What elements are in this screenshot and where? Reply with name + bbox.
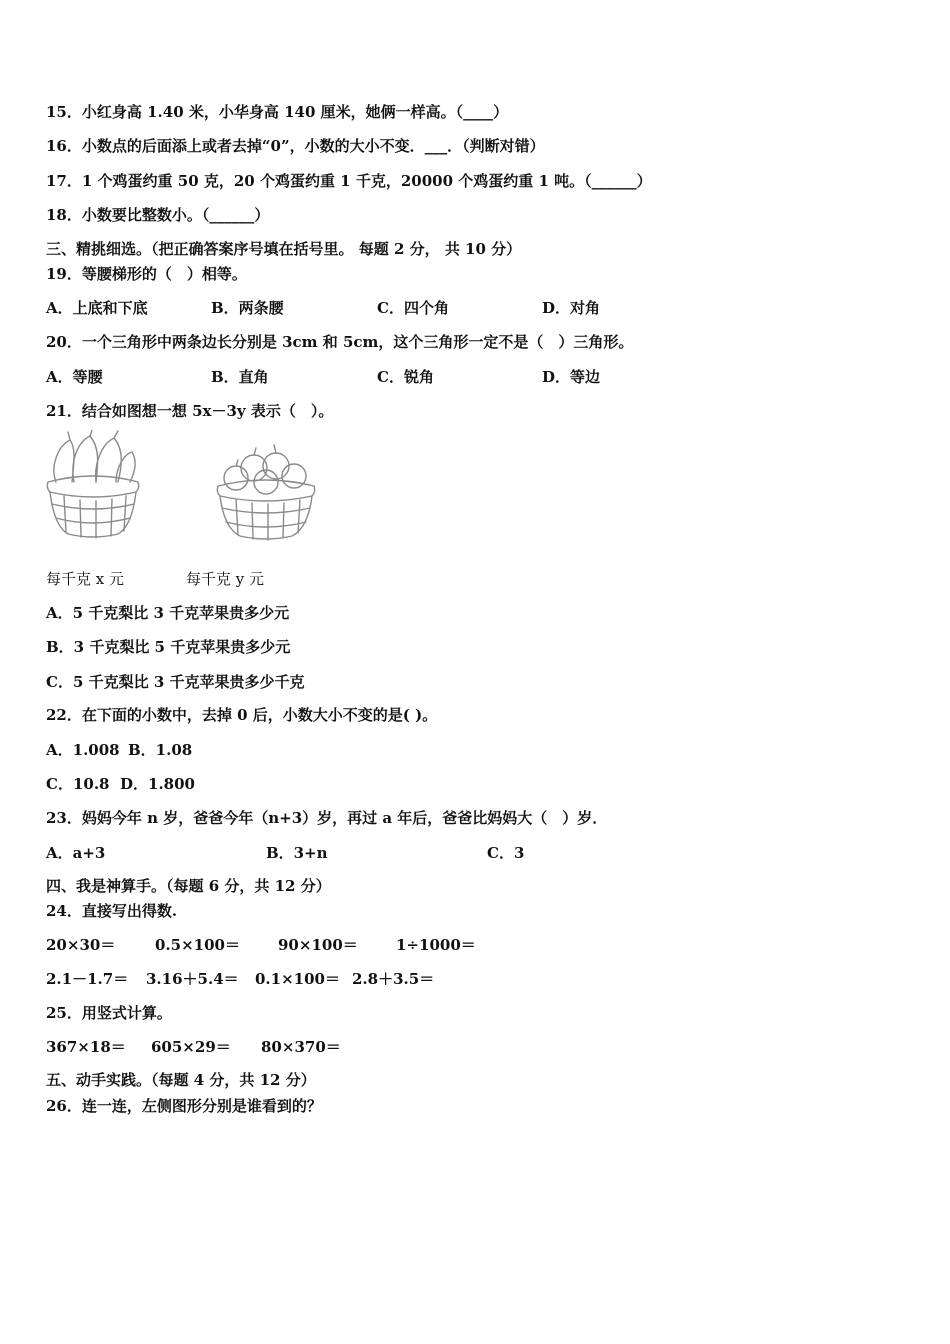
question-22-option-b: B．1.08 xyxy=(128,741,193,759)
question-21-option-c: C．5 千克梨比 3 千克苹果贵多少千克 xyxy=(46,673,305,691)
question-15: 15．小红身高 1.40 米，小华身高 140 厘米，她俩一样高。（____） xyxy=(46,103,509,121)
question-22-option-d: D．1.800 xyxy=(120,775,195,793)
apple-basket-illustration xyxy=(214,430,318,542)
question-19-option-d: D．对角 xyxy=(542,299,601,317)
question-22-stem: 22．在下面的小数中，去掉 0 后，小数大小不变的是( )。 xyxy=(46,706,438,724)
question-18: 18．小数要比整数小。（______） xyxy=(46,206,270,224)
question-24-item: 1÷1000＝ xyxy=(396,936,476,954)
question-21-option-b: B．3 千克梨比 5 千克苹果贵多少元 xyxy=(46,638,291,656)
question-23-option-a: A．a+3 xyxy=(46,844,106,862)
question-19-option-a: A．上底和下底 xyxy=(46,299,148,317)
question-24-item: 0.5×100＝ xyxy=(155,936,240,954)
question-25-item: 605×29＝ xyxy=(151,1038,231,1056)
question-21-option-a: A．5 千克梨比 3 千克苹果贵多少元 xyxy=(46,604,290,622)
question-23-option-c: C．3 xyxy=(487,844,525,862)
apple-price-caption: 每千克 y 元 xyxy=(186,570,265,588)
question-20-stem: 20．一个三角形中两条边长分别是 3cm 和 5cm，这个三角形一定不是（ ）三角形。 xyxy=(46,333,634,351)
question-24-item: 0.1×100＝ xyxy=(255,970,340,988)
question-25-stem: 25．用竖式计算。 xyxy=(46,1004,172,1022)
question-20-option-a: A．等腰 xyxy=(46,368,103,386)
question-25-item: 367×18＝ xyxy=(46,1038,126,1056)
pear-basket-illustration xyxy=(44,430,142,540)
question-16: 16．小数点的后面添上或者去掉“0”，小数的大小不变．___．（判断对错） xyxy=(46,137,545,155)
question-23-stem: 23．妈妈今年 n 岁，爸爸今年（n+3）岁，再过 a 年后，爸爸比妈妈大（ ）岁． xyxy=(46,809,608,827)
question-19-stem: 19．等腰梯形的（ ）相等。 xyxy=(46,265,247,283)
question-22-option-a: A．1.008 xyxy=(46,741,120,759)
section-5-heading: 五、动手实践。（每题 4 分，共 12 分） xyxy=(46,1071,316,1089)
question-20-option-b: B．直角 xyxy=(211,368,269,386)
question-24-item: 20×30＝ xyxy=(46,936,116,954)
question-17: 17．1 个鸡蛋约重 50 克，20 个鸡蛋约重 1 千克，20000 个鸡蛋约重 1 吨。（______） xyxy=(46,172,652,190)
question-19-option-b: B．两条腰 xyxy=(211,299,284,317)
question-20-option-d: D．等边 xyxy=(542,368,601,386)
question-20-option-c: C．锐角 xyxy=(377,368,434,386)
question-21-stem: 21．结合如图想一想 5x－3y 表示（ ）。 xyxy=(46,402,334,420)
section-4-heading: 四、我是神算手。（每题 6 分，共 12 分） xyxy=(46,877,331,895)
section-3-heading: 三、精挑细选。（把正确答案序号填在括号里。 每题 2 分， 共 10 分） xyxy=(46,240,522,258)
pear-price-caption: 每千克 x 元 xyxy=(46,570,124,588)
question-22-option-c: C．10.8 xyxy=(46,775,110,793)
question-26-stem: 26．连一连，左侧图形分别是谁看到的？ xyxy=(46,1097,322,1115)
question-19-option-c: C．四个角 xyxy=(377,299,449,317)
question-24-item: 2.8＋3.5＝ xyxy=(352,970,435,988)
question-24-stem: 24．直接写出得数. xyxy=(46,902,178,920)
question-24-item: 2.1－1.7＝ xyxy=(46,970,129,988)
question-25-item: 80×370＝ xyxy=(261,1038,341,1056)
question-24-item: 3.16＋5.4＝ xyxy=(146,970,239,988)
question-24-item: 90×100＝ xyxy=(278,936,358,954)
question-23-option-b: B．3+n xyxy=(266,844,328,862)
